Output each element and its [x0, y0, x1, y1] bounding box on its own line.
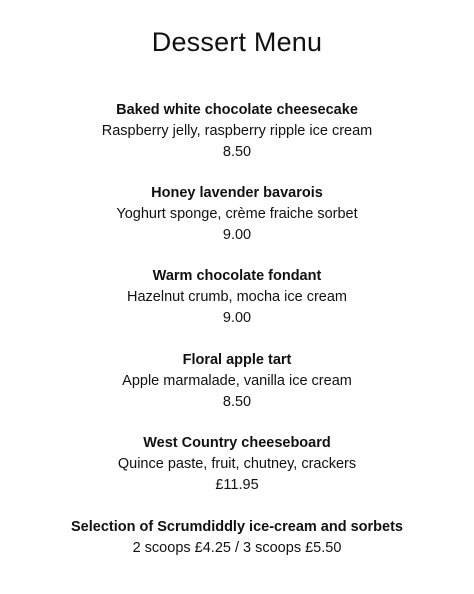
menu-item-description: Hazelnut crumb, mocha ice cream [127, 289, 347, 305]
menu-item-description: Apple marmalade, vanilla ice cream [122, 373, 352, 389]
menu-item-name: West Country cheeseboard [143, 435, 331, 451]
menu-item-price: 8.50 [222, 144, 252, 160]
menu-item [0, 266, 474, 329]
menu-item-name: Warm chocolate fondant [152, 268, 322, 284]
menu-item-price: 9.00 [222, 227, 252, 243]
menu-item-name: Selection of Scrumdiddly ice-cream and sorbets [71, 519, 403, 535]
menu-item [0, 350, 474, 413]
menu-title: Dessert Menu [151, 27, 323, 57]
menu-item-description: Quince paste, fruit, chutney, crackers [117, 456, 357, 472]
menu-item [0, 433, 474, 496]
menu-item-name: Honey lavender bavarois [151, 185, 323, 201]
menu-item-description: 2 scoops £4.25 / 3 scoops £5.50 [132, 540, 342, 556]
menu-item [0, 183, 474, 246]
menu-item-name: Baked white chocolate cheesecake [116, 102, 358, 118]
menu-item-price: 9.00 [222, 310, 252, 326]
menu-item-price: £11.95 [215, 477, 259, 493]
menu-item-name: Floral apple tart [182, 352, 292, 368]
menu-item [0, 517, 474, 559]
menu-item [0, 100, 474, 163]
menu-item-description: Yoghurt sponge, crème fraiche sorbet [116, 206, 358, 222]
menu-item-price: 8.50 [222, 394, 252, 410]
menu-item-description: Raspberry jelly, raspberry ripple ice cream [101, 123, 373, 139]
